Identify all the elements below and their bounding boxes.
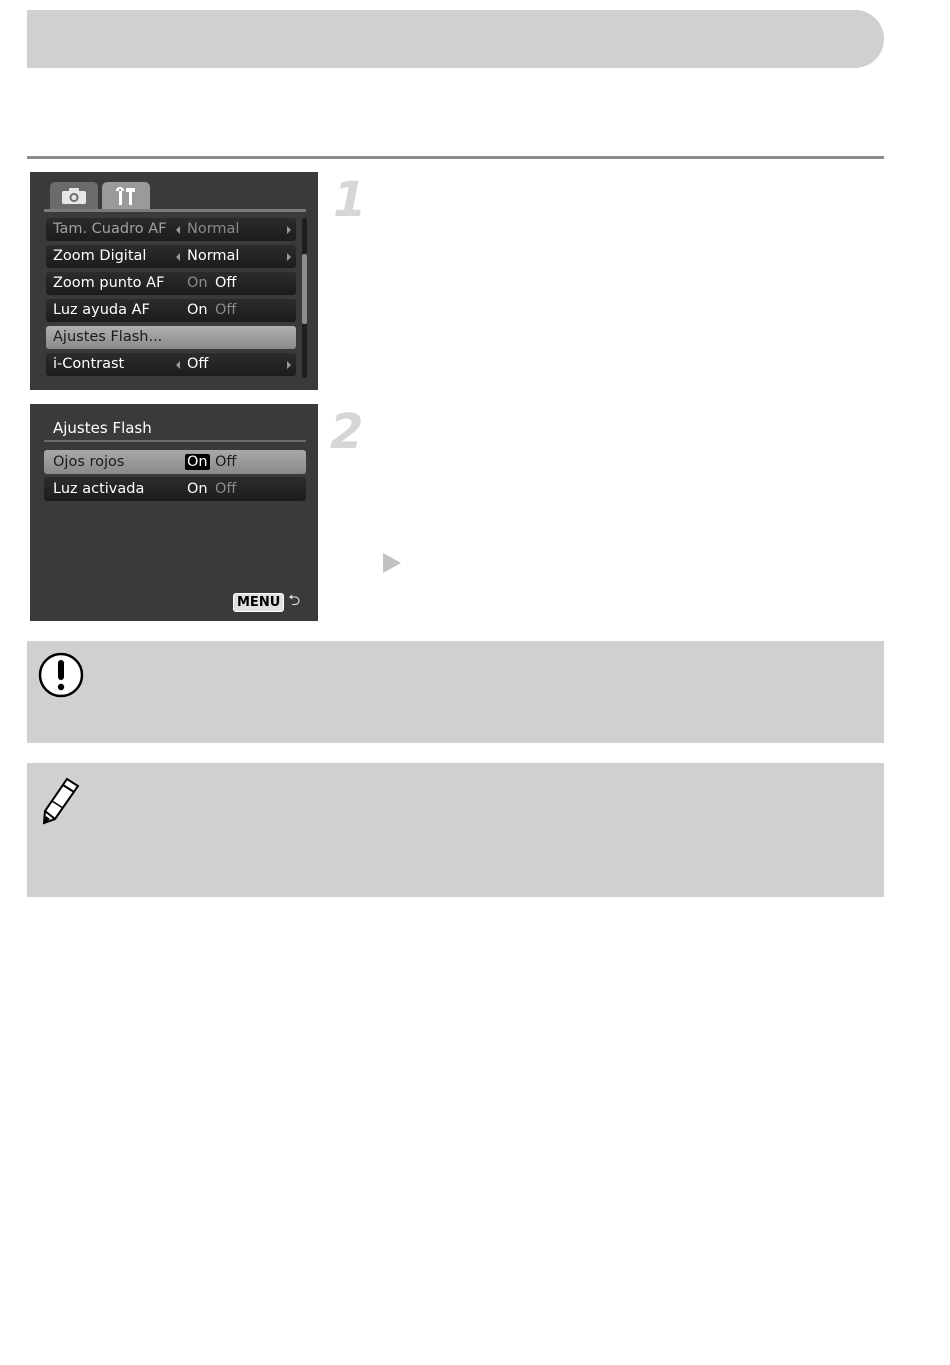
row-label: Zoom punto AF <box>53 275 165 291</box>
caution-icon <box>38 652 84 698</box>
option-off[interactable]: Off <box>215 275 237 291</box>
right-arrow-icon <box>287 361 291 369</box>
row-value: Off <box>187 356 209 372</box>
option-off[interactable]: Off <box>215 481 237 497</box>
row-label: i-Contrast <box>53 356 125 372</box>
menu-row-zoom-punto-af[interactable] <box>46 272 296 295</box>
scrollbar-thumb[interactable] <box>302 254 307 324</box>
left-arrow-icon <box>176 253 180 261</box>
return-icon: ⮌ <box>288 591 301 609</box>
camera-icon <box>61 187 87 205</box>
memo-note-box <box>27 763 884 897</box>
row-label: Luz ayuda AF <box>53 302 150 318</box>
screen-title: Ajustes Flash <box>53 419 152 437</box>
option-on[interactable]: On <box>187 302 208 318</box>
option-on[interactable]: On <box>187 275 208 291</box>
menu-back-hint[interactable] <box>233 590 300 615</box>
row-label: Ojos rojos <box>53 454 125 470</box>
play-triangle-icon <box>383 553 401 573</box>
row-value: Normal <box>187 248 240 264</box>
left-arrow-icon <box>176 361 180 369</box>
row-label: Zoom Digital <box>53 248 147 264</box>
step-number-1: 1 <box>333 172 367 228</box>
tools-icon <box>115 186 137 206</box>
menu-scrollbar[interactable] <box>302 218 307 378</box>
caution-note-box <box>27 641 884 743</box>
option-on[interactable] <box>187 454 210 470</box>
right-arrow-icon <box>287 226 291 234</box>
pencil-icon <box>41 777 81 825</box>
row-label: Luz activada <box>53 481 145 497</box>
option-on[interactable]: On <box>187 481 208 497</box>
section-divider <box>27 156 884 159</box>
right-arrow-icon <box>287 253 291 261</box>
tab-underline <box>44 209 306 212</box>
menu-row-i-contrast[interactable] <box>46 353 296 376</box>
camera-menu-screen <box>30 172 318 390</box>
menu-row-tam-cuadro-af[interactable] <box>46 218 296 241</box>
tools-tab[interactable] <box>102 182 150 209</box>
option-off[interactable]: Off <box>215 454 237 470</box>
menu-button[interactable]: MENU <box>233 593 284 612</box>
title-underline <box>44 440 306 442</box>
option-off[interactable]: Off <box>215 302 237 318</box>
row-label: Ajustes Flash... <box>53 329 163 345</box>
section-title-bar <box>27 10 884 68</box>
flash-settings-screen <box>30 404 318 621</box>
menu-row-zoom-digital[interactable] <box>46 245 296 268</box>
row-value: Normal <box>187 221 240 237</box>
menu-row-ajustes-flash[interactable] <box>46 326 296 349</box>
menu-row-luz-ayuda-af[interactable] <box>46 299 296 322</box>
menu-tabs <box>50 182 305 209</box>
menu-row-ojos-rojos[interactable] <box>44 450 306 474</box>
step-number-2: 2 <box>330 404 364 460</box>
option-on-highlight: On <box>187 454 208 470</box>
menu-row-luz-activada[interactable] <box>44 477 306 501</box>
camera-tab[interactable] <box>50 182 98 209</box>
left-arrow-icon <box>176 226 180 234</box>
row-label: Tam. Cuadro AF <box>53 221 167 237</box>
